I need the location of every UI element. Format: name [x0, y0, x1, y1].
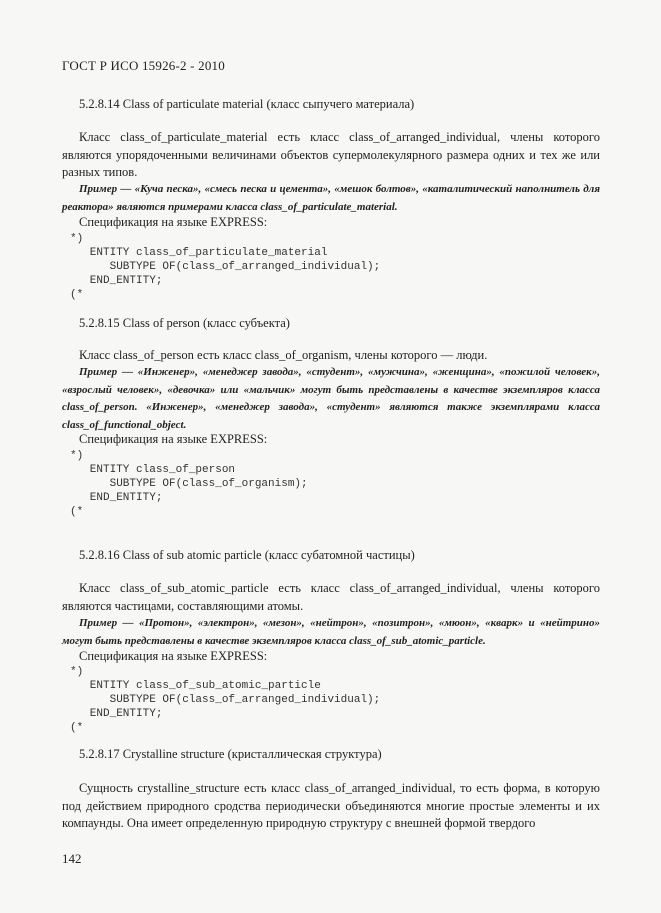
code-line: *)	[70, 233, 84, 245]
code-line: (*	[70, 506, 84, 518]
section-heading: 5.2.8.17 Crystalline structure (кристаллическая структура)	[79, 747, 382, 761]
page-number: 142	[62, 851, 82, 866]
section-heading: 5.2.8.15 Class of person (класс субъекта)	[79, 316, 290, 330]
code-line: ENTITY class_of_sub_atomic_particle	[70, 680, 321, 692]
section-heading: 5.2.8.16 Class of sub atomic particle (класс субатомной частицы)	[79, 548, 415, 562]
code-line: END_ENTITY;	[70, 708, 163, 720]
code-line: SUBTYPE OF(class_of_arranged_individual);	[70, 261, 381, 273]
express-spec-label: Спецификация на языке EXPRESS:	[79, 432, 268, 446]
code-line: (*	[70, 289, 84, 301]
code-line: *)	[70, 450, 84, 462]
example-text: Пример — «Куча песка», «смесь песка и цемента», «мешок болтов», «каталитический наполнитель для реактора» являются примерами класса class_of_particulate_material.	[62, 183, 600, 213]
code-line: END_ENTITY;	[70, 492, 163, 504]
section-heading: 5.2.8.14 Class of particulate material (класс сыпучего материала)	[79, 97, 415, 111]
code-line: END_ENTITY;	[70, 275, 163, 287]
document-header: ГОСТ Р ИСО 15926-2 - 2010	[62, 58, 225, 73]
express-code-block	[70, 449, 308, 519]
code-line: (*	[70, 722, 84, 734]
code-line: *)	[70, 666, 84, 678]
code-line: SUBTYPE OF(class_of_arranged_individual);	[70, 694, 381, 706]
code-line: ENTITY class_of_person	[70, 464, 236, 476]
section-paragraph: Класс class_of_person есть класс class_of_organism, члены которого — люди.	[79, 348, 488, 362]
section-paragraph: Класс class_of_sub_atomic_particle есть класс class_of_arranged_individual, члены которого являются частицами, составляющими атомы.	[62, 581, 600, 613]
example-text: Пример — «Протон», «электрон», «мезон», «нейтрон», «позитрон», «мюон», «кварк» и «нейтрино» могут быть представлены в качестве экземпляров класса class_of_sub_atomic_particle.	[62, 617, 600, 647]
section-paragraph: Класс class_of_particulate_material есть класс class_of_arranged_individual, члены которого являются упорядоченными величинами объектов супермолекулярного размера одних и тех же или разных типов.	[62, 130, 600, 179]
code-line: SUBTYPE OF(class_of_organism);	[70, 478, 308, 490]
express-code-block	[70, 665, 380, 735]
express-spec-label: Спецификация на языке EXPRESS:	[79, 649, 268, 663]
express-spec-label: Спецификация на языке EXPRESS:	[79, 215, 268, 229]
code-line: ENTITY class_of_particulate_material	[70, 247, 328, 259]
section-paragraph: Сущность crystalline_structure есть класс class_of_arranged_individual, то есть форма, в которую под действием природного сродства периодически объединяются многие простые элементы и их компаунды. Она имеет определенную природную структуру с внешней формой твердого	[62, 781, 600, 830]
example-text: Пример — «Инженер», «менеджер завода», «студент», «мужчина», «женщина», «пожилой человек», «взрослый человек», «девочка» или «мальчик» могут быть представлены в качестве экземпляров класса class_of_person. «Инженер», «менеджер завода», «студент» являются также экземплярами класса class_of_functional_object.	[62, 366, 600, 431]
express-code-block	[70, 232, 380, 302]
